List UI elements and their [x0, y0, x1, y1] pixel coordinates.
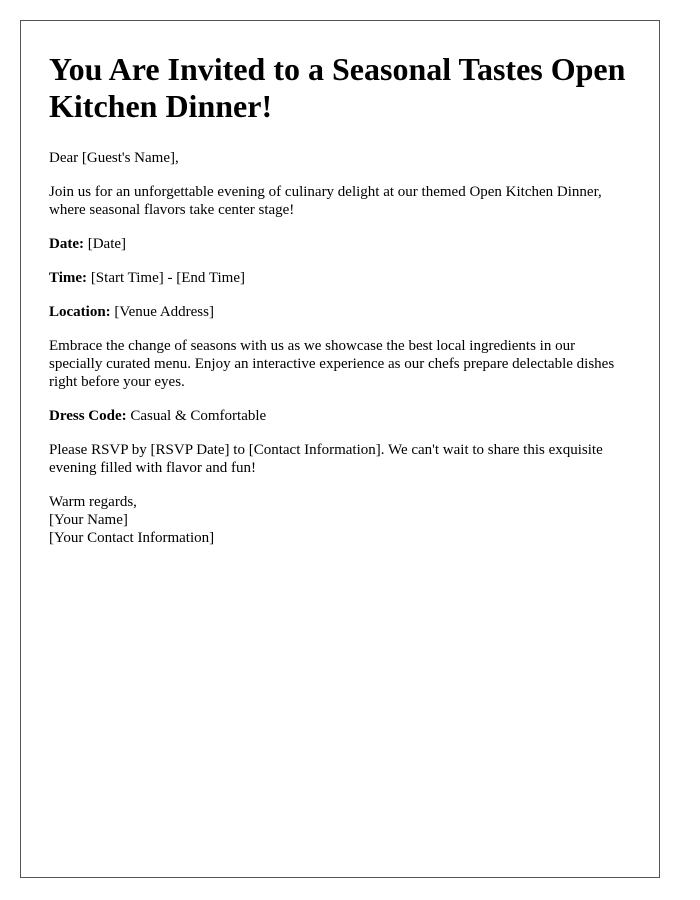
location-value: [Venue Address]	[110, 304, 214, 320]
dress-code-label: Dress Code:	[49, 408, 127, 424]
time-value: [Start Time] - [End Time]	[87, 270, 245, 286]
intro-paragraph: Join us for an unforgettable evening of culinary delight at our themed Open Kitchen Dinner, where seasonal flavors take center stage!	[49, 184, 602, 218]
time-line	[49, 269, 631, 287]
date-value: [Date]	[83, 236, 127, 252]
location-line	[49, 303, 631, 321]
closing: Warm regards,	[49, 494, 137, 510]
date-line	[49, 235, 631, 253]
dress-code-value: Casual & Comfortable	[126, 408, 267, 424]
dress-code-line	[49, 407, 631, 425]
greeting: Dear [Guest's Name],	[49, 150, 179, 166]
time-label: Time:	[49, 270, 88, 286]
signoff	[49, 493, 631, 547]
rsvp-paragraph: Please RSVP by [RSVP Date] to [Contact Information]. We can't wait to share this exquisite evening filled with flavor and fun!	[49, 442, 603, 476]
letter-title: You Are Invited to a Seasonal Tastes Open Kitchen Dinner!	[49, 51, 626, 124]
date-label: Date:	[49, 236, 84, 252]
sender-contact: [Your Contact Information]	[49, 530, 215, 546]
invitation-letter	[20, 20, 660, 878]
sender-name: [Your Name]	[49, 512, 128, 528]
location-label: Location:	[49, 304, 111, 320]
body-paragraph: Embrace the change of seasons with us as we showcase the best local ingredients in our specially curated menu. Enjoy an interactive experience as our chefs prepare delectable dishes right before your eyes.	[49, 338, 615, 390]
